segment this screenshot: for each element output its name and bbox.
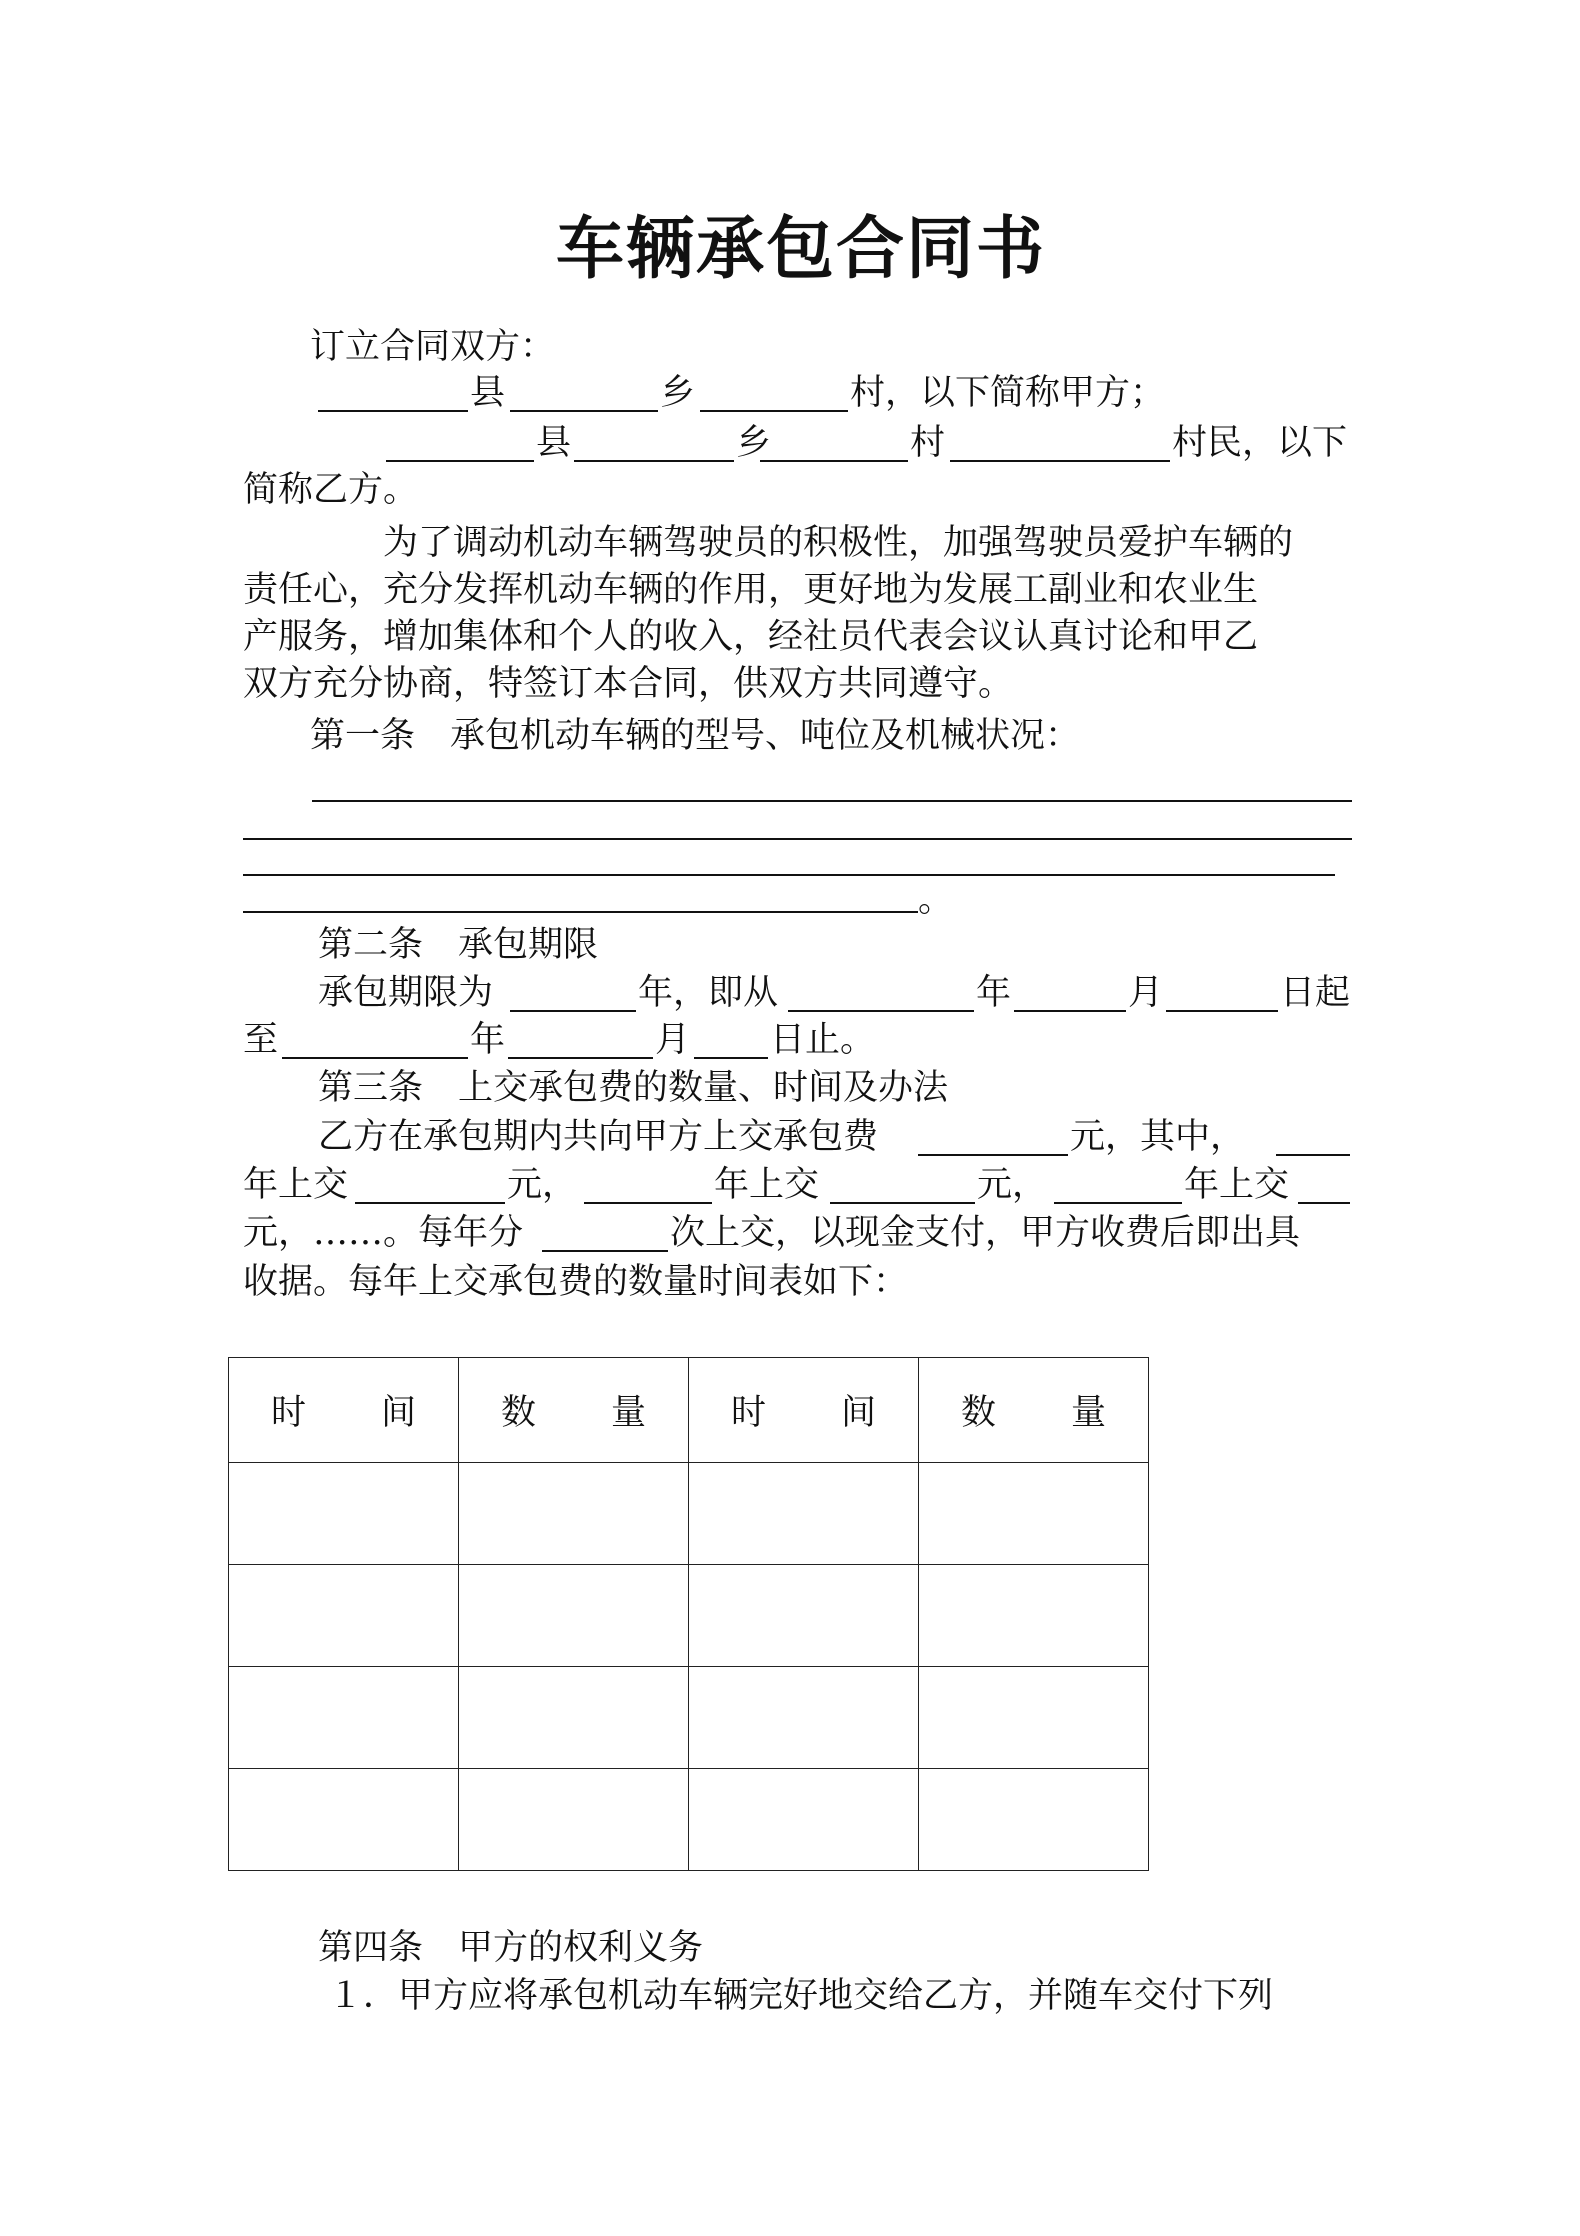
- period-label: 承包期限为: [318, 973, 494, 1013]
- blank-end-day[interactable]: [694, 1057, 768, 1059]
- preamble-line-4: 双方充分协商，特签订本合同，供双方共同遵守。: [243, 664, 1014, 704]
- blank-period-years[interactable]: [510, 1010, 636, 1012]
- end-day-label: 日止。: [770, 1020, 876, 1060]
- article1-heading: 第一条 承包机动车辆的型号、吨位及机械状况：: [310, 716, 1081, 756]
- preamble-line-1: 为了调动机动车辆驾驶员的积极性，加强驾驶员爱护车辆的: [383, 523, 1294, 563]
- blank-end-year[interactable]: [282, 1057, 468, 1059]
- to-label: 至: [243, 1020, 279, 1060]
- blank-start-month[interactable]: [1014, 1010, 1126, 1012]
- table-row: [229, 1769, 1149, 1871]
- table-cell[interactable]: [919, 1667, 1149, 1769]
- end-year-label: 年: [470, 1020, 506, 1060]
- article2-heading: 第二条 承包期限: [318, 925, 599, 965]
- table-row: [229, 1463, 1149, 1565]
- header-char: 时: [731, 1393, 767, 1433]
- blank-b-town[interactable]: [574, 460, 734, 462]
- blank-year-1[interactable]: [1276, 1154, 1350, 1156]
- header-char: 间: [840, 1393, 876, 1433]
- blank-start-day[interactable]: [1166, 1010, 1278, 1012]
- start-year-label: 年: [976, 973, 1012, 1013]
- header-time-1: [229, 1358, 459, 1463]
- b-villager-label: 村民，以下: [1172, 423, 1348, 463]
- article4-item-1: １．甲方应将承包机动车辆完好地交给乙方，并随车交付下列: [328, 1976, 1274, 2016]
- blank-b-county[interactable]: [386, 460, 534, 462]
- header-char: 量: [610, 1393, 646, 1433]
- header-char: 量: [1070, 1393, 1106, 1433]
- a-county-label: 县: [470, 373, 506, 413]
- table-cell[interactable]: [229, 1667, 459, 1769]
- article1-blank-1[interactable]: [312, 800, 1352, 802]
- header-amount-1: [459, 1358, 689, 1463]
- fee-line-1-a: 乙方在承包期内共向甲方上交承包费: [318, 1117, 879, 1157]
- blank-b-villager[interactable]: [950, 460, 1170, 462]
- preamble-line-3: 产服务，增加集体和个人的收入，经社员代表会议认真讨论和甲乙: [243, 617, 1259, 657]
- fee-line-2-c: 年上交: [714, 1165, 820, 1205]
- blank-start-year[interactable]: [788, 1010, 974, 1012]
- header-char: 间: [380, 1393, 416, 1433]
- table-cell[interactable]: [459, 1769, 689, 1871]
- blank-b-village[interactable]: [760, 460, 908, 462]
- table-cell[interactable]: [689, 1463, 919, 1565]
- table-cell[interactable]: [459, 1667, 689, 1769]
- b-village-label: 村: [910, 423, 946, 463]
- blank-fee-3[interactable]: [1298, 1202, 1350, 1204]
- table-cell[interactable]: [919, 1463, 1149, 1565]
- table-cell[interactable]: [919, 1769, 1149, 1871]
- header-amount-2: [919, 1358, 1149, 1463]
- table-cell[interactable]: [229, 1565, 459, 1667]
- b-county-label: 县: [536, 423, 572, 463]
- table-row: [229, 1667, 1149, 1769]
- b-tail: 简称乙方。: [243, 470, 419, 510]
- table-cell[interactable]: [459, 1463, 689, 1565]
- table-cell[interactable]: [689, 1565, 919, 1667]
- fee-line-3-a: 元，……。每年分: [243, 1213, 524, 1253]
- article1-blank-3[interactable]: [243, 874, 1335, 876]
- fee-line-2-b: 元，: [507, 1165, 578, 1205]
- table-cell[interactable]: [229, 1463, 459, 1565]
- table-cell[interactable]: [459, 1565, 689, 1667]
- fee-line-2-a: 年上交: [243, 1165, 349, 1205]
- fee-line-4: 收据。每年上交承包费的数量时间表如下：: [243, 1262, 909, 1302]
- table-cell[interactable]: [689, 1769, 919, 1871]
- table-header-row: [229, 1358, 1149, 1463]
- blank-end-month[interactable]: [508, 1057, 653, 1059]
- blank-a-town[interactable]: [510, 410, 658, 412]
- article3-heading: 第三条 上交承包费的数量、时间及办法: [318, 1068, 949, 1108]
- blank-installments[interactable]: [542, 1250, 668, 1252]
- table-row: [229, 1565, 1149, 1667]
- start-day-label: 日起: [1280, 973, 1351, 1013]
- parties-intro: 订立合同双方：: [310, 327, 556, 367]
- document-title: 车辆承包合同书: [556, 209, 1047, 289]
- table-cell[interactable]: [229, 1769, 459, 1871]
- preamble-line-2: 责任心，充分发挥机动车辆的作用，更好地为发展工副业和农业生: [243, 570, 1259, 610]
- fee-line-2-d: 元，: [977, 1165, 1048, 1205]
- fee-line-3-b: 次上交，以现金支付，甲方收费后即出具: [670, 1213, 1301, 1253]
- blank-fee-1[interactable]: [355, 1202, 505, 1204]
- article1-end-mark: 。: [918, 880, 954, 920]
- a-town-label: 乡: [660, 373, 696, 413]
- fee-schedule-table: [228, 1357, 1149, 1871]
- fee-line-2-e: 年上交: [1184, 1165, 1290, 1205]
- end-month-label: 月: [655, 1020, 691, 1060]
- table-cell[interactable]: [689, 1667, 919, 1769]
- blank-a-village[interactable]: [700, 410, 848, 412]
- fee-line-1-b: 元，其中，: [1070, 1117, 1246, 1157]
- blank-a-county[interactable]: [318, 410, 468, 412]
- blank-total-fee[interactable]: [918, 1154, 1068, 1156]
- a-village-label: 村，以下简称甲方；: [850, 373, 1166, 413]
- header-char: 数: [501, 1393, 537, 1433]
- article1-blank-2[interactable]: [243, 838, 1352, 840]
- blank-year-2[interactable]: [584, 1202, 712, 1204]
- header-time-2: [689, 1358, 919, 1463]
- b-town-label: 乡: [736, 423, 772, 463]
- blank-fee-2[interactable]: [830, 1202, 975, 1204]
- article1-blank-4[interactable]: [243, 911, 918, 913]
- period-year-label: 年，即从: [638, 973, 779, 1013]
- table-cell[interactable]: [919, 1565, 1149, 1667]
- header-char: 时: [271, 1393, 307, 1433]
- article4-heading: 第四条 甲方的权利义务: [318, 1928, 704, 1968]
- start-month-label: 月: [1128, 973, 1164, 1013]
- header-char: 数: [961, 1393, 997, 1433]
- blank-year-3[interactable]: [1054, 1202, 1182, 1204]
